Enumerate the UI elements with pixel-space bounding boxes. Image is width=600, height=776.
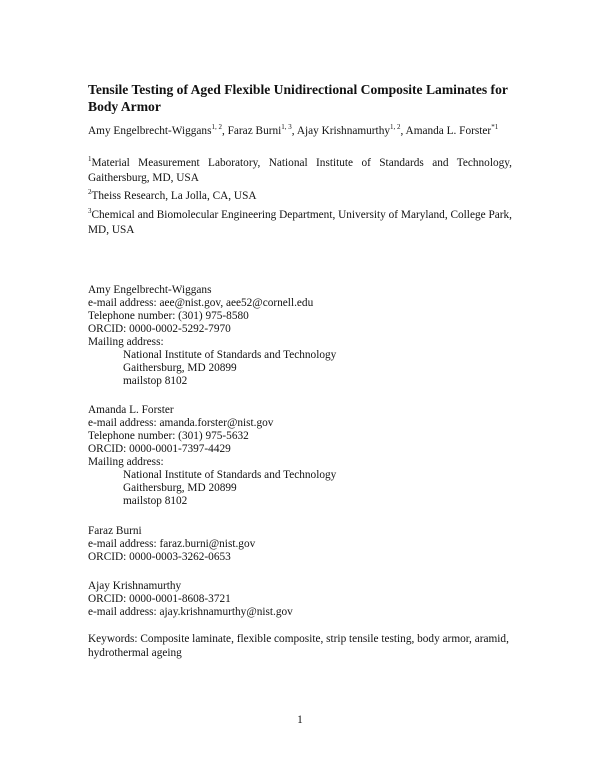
contact-name: Ajay Krishnamurthy — [88, 580, 182, 592]
contact-block-engelbrecht-wiggans — [88, 284, 518, 388]
affiliation-marker: 1 — [88, 155, 92, 163]
contact-block-burni — [88, 525, 518, 564]
contact-address-line: mailstop 8102 — [123, 375, 188, 387]
contact-address-line: mailstop 8102 — [123, 495, 188, 507]
author-list: Amy Engelbrecht-Wiggans$^{1, 2}$, Faraz Burni$^{1, 3}$, Ajay Krishnamurthy$^{1, 2}$, Amanda L. Forster$^{*1}$ — [88, 123, 499, 137]
contact-phone: Telephone number: (301) 975-5632 — [88, 430, 249, 442]
contact-address-line: National Institute of Standards and Technology — [123, 469, 337, 481]
affiliation-text: Chemical and Biomolecular Engineering Department, University of Maryland, College Park, MD, USA — [88, 209, 512, 236]
author-affiliation-marker: 1, 3 — [281, 123, 292, 131]
contact-orcid: ORCID: 0000-0001-7397-4429 — [88, 443, 231, 455]
contact-block-forster — [88, 404, 518, 508]
contact-email: e-mail address: ajay.krishnamurthy@nist.gov — [88, 606, 293, 618]
page-number: 1 — [297, 714, 303, 726]
affiliation-marker: 3 — [88, 207, 92, 215]
author-affiliation-marker: 1, 2 — [211, 123, 222, 131]
keywords: Keywords: Composite laminate, flexible composite, strip tensile testing, body armor, aramid, hydrothermal ageing — [88, 633, 509, 659]
contact-address-line: National Institute of Standards and Technology — [123, 349, 337, 361]
contact-name: Faraz Burni — [88, 525, 142, 537]
affiliation-text: Material Measurement Laboratory, National Institute of Standards and Technology, Gaithersburg, MD, USA — [88, 157, 512, 184]
contact-email: e-mail address: aee@nist.gov, aee52@cornell.edu — [88, 297, 314, 309]
contact-orcid: ORCID: 0000-0002-5292-7970 — [88, 323, 231, 335]
contact-orcid: ORCID: 0000-0003-3262-0653 — [88, 551, 231, 563]
author-name: Amy Engelbrecht-Wiggans — [88, 125, 212, 137]
author-affiliation-marker: 1, 2 — [390, 123, 401, 131]
contact-name: Amanda L. Forster — [88, 404, 174, 416]
contact-address-line: Gaithersburg, MD 20899 — [123, 482, 237, 494]
paper-title: Tensile Testing of Aged Flexible Unidirectional Composite Laminates for Body Armor — [88, 82, 508, 114]
contact-mailing-label: Mailing address: — [88, 336, 164, 348]
author-name: Faraz Burni — [227, 125, 282, 137]
contact-address-line: Gaithersburg, MD 20899 — [123, 362, 237, 374]
affiliation-2 — [88, 189, 512, 204]
contact-block-krishnamurthy — [88, 580, 518, 619]
affiliation-text: Theiss Research, La Jolla, CA, USA — [91, 190, 257, 202]
contact-name: Amy Engelbrecht-Wiggans — [88, 284, 212, 296]
contact-phone: Telephone number: (301) 975-8580 — [88, 310, 249, 322]
author-name: Ajay Krishnamurthy — [296, 125, 390, 137]
contact-email: e-mail address: amanda.forster@nist.gov — [88, 417, 274, 429]
affiliation-marker: 2 — [88, 188, 92, 196]
author-name: Amanda L. Forster — [405, 125, 492, 137]
author-affiliation-marker: *1 — [491, 123, 499, 131]
contact-orcid: ORCID: 0000-0001-8608-3721 — [88, 593, 231, 605]
contact-email: e-mail address: faraz.burni@nist.gov — [88, 538, 256, 550]
affiliation-3 — [88, 208, 512, 238]
affiliation-1 — [88, 156, 512, 186]
contact-mailing-label: Mailing address: — [88, 456, 164, 468]
